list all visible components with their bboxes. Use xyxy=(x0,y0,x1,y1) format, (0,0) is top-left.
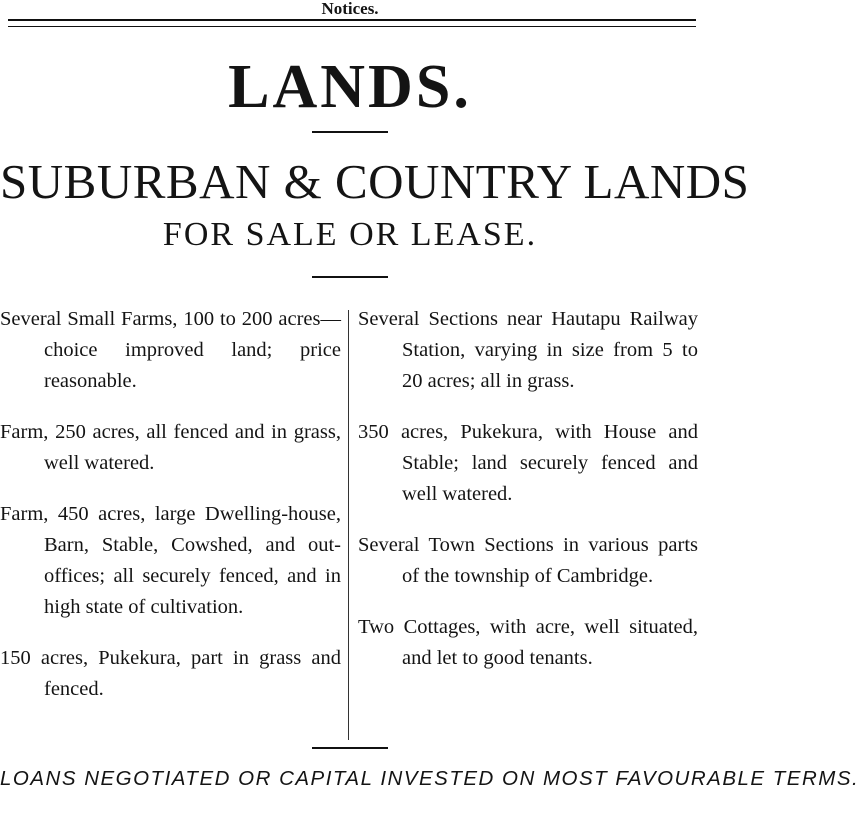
column-divider xyxy=(348,310,349,740)
listing-item: Several Small Farms, 100 to 200 acres—choice improved land; price reasonable. xyxy=(0,308,341,392)
listing-item: Several Town Sections in various parts of the township of Cambridge. xyxy=(358,534,698,587)
divider-dash xyxy=(312,276,388,278)
footer-terms: LOANS NEGOTIATED OR CAPITAL INVESTED ON MOST FAVOURABLE TERMS. xyxy=(0,767,859,790)
ad-subheadline: SUBURBAN & COUNTRY LANDS xyxy=(0,154,750,209)
listing-item: 350 acres, Pukekura, with House and Stable; land securely fenced and well watered. xyxy=(358,421,698,505)
listing-item: Several Sections near Hautapu Railway Station, varying in size from 5 to 20 acres; all in grass. xyxy=(358,308,698,392)
ad-headline: LANDS. xyxy=(228,53,472,121)
divider-dash xyxy=(312,131,388,133)
listing-item: Farm, 450 acres, large Dwelling-house, Barn, Stable, Cowshed, and out-offices; all securely fenced, and in high state of cultivation. xyxy=(0,503,341,618)
listing-item: 150 acres, Pukekura, part in grass and fenced. xyxy=(0,647,341,700)
listings-left-column xyxy=(0,304,341,725)
top-rule xyxy=(8,19,696,21)
listings-right-column xyxy=(358,304,698,694)
divider-dash xyxy=(312,747,388,749)
listing-item: Farm, 250 acres, all fenced and in grass, well watered. xyxy=(0,421,341,474)
ad-subheadline-sale: FOR SALE OR LEASE. xyxy=(162,216,538,253)
listing-item: Two Cottages, with acre, well situated, and let to good tenants. xyxy=(358,616,698,669)
section-label: Notices. xyxy=(321,0,379,18)
top-rule-thin xyxy=(8,26,696,27)
